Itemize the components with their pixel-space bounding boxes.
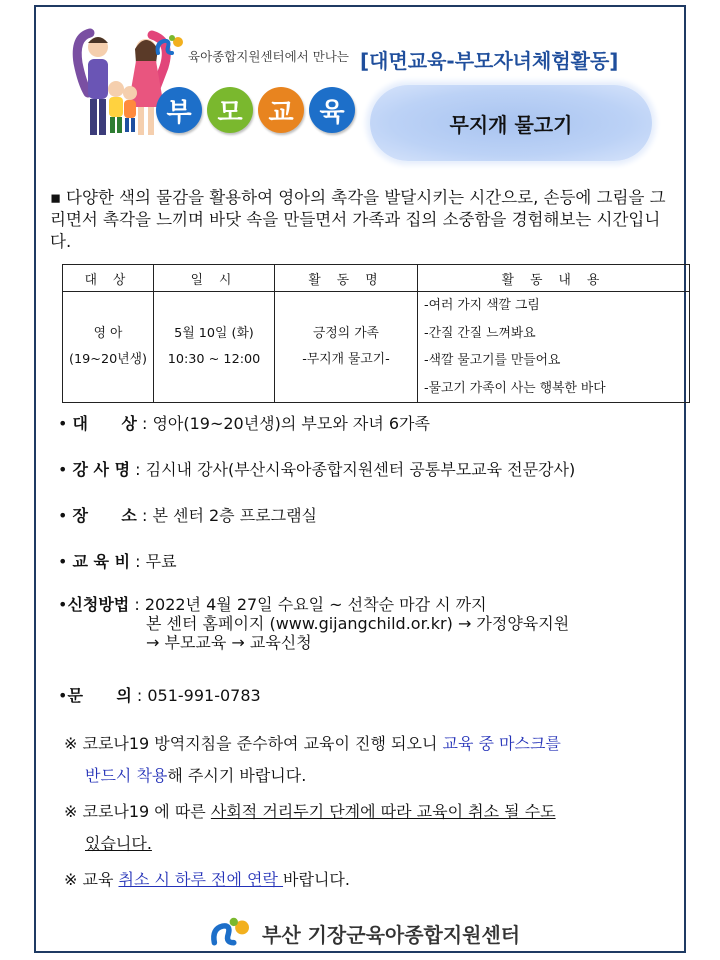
note-mask-highlight: 교육 중 마스크를 [442,734,561,753]
event-date: 5월 10일 (화) [174,326,254,341]
note-mask-text-2: 해 주시기 바랍니다. [167,766,307,785]
header-target: 대 상 [63,265,154,292]
bullet-icon: • [58,460,73,479]
target-years: (19~20년생) [69,352,147,367]
category-title: [대면교육-부모자녀체험활동] [360,49,619,73]
cell-target [63,292,154,403]
fee-label: 교 육 비 [72,552,131,571]
bullet-icon: • [58,595,68,614]
brand-circle-1: 부 [156,87,202,133]
brand-circle-4: 육 [309,87,355,133]
info-contact [58,683,261,706]
content-item: -물고기 가족이 사는 행복한 바다 [424,380,606,396]
cell-activity [275,292,418,403]
cell-datetime [154,292,275,403]
fee-value: : 무료 [135,552,177,571]
bullet-icon: • [58,552,73,571]
apply-period: : 2022년 4월 27일 수요일 ~ 선착순 마감 시 까지 [134,595,487,614]
note-cancel-policy [64,801,556,855]
brand-title-circles [156,87,355,133]
place-value: : 본 센터 2층 프로그램실 [141,506,317,525]
note-contact [64,869,350,891]
bullet-icon: • [58,414,73,433]
header-datetime: 일 시 [154,265,275,292]
brand-circle-2: 모 [207,87,253,133]
table-header-row [63,265,690,292]
instructor-value: : 김시내 강사(부산시육아종합지원센터 공통부모교육 전문강사) [135,460,576,479]
intro-paragraph [50,187,680,253]
note-contact-text: ※ 교육 [64,870,119,889]
info-fee [58,549,177,572]
contact-label: 문 의 [67,686,132,705]
info-apply [58,595,569,652]
content-item: -간질 간질 느껴봐요 [424,325,536,341]
content-item: -색깔 물고기를 만들어요 [424,353,561,368]
organization-name: 부산 기장군육아종합지원센터 [262,922,521,947]
event-time: 10:30 ~ 12:00 [167,352,261,367]
contact-value: : 051-991-0783 [136,686,261,705]
center-logo-icon [208,915,254,951]
bullet-icon: • [58,506,73,525]
note-cancel-underline-2: 있습니다. [85,834,152,853]
note-cancel-text: ※ 코로나19 에 따른 [64,802,211,821]
brand-tagline: 육아종합지원센터에서 만나는 [188,49,349,64]
note-mask [64,733,561,787]
note-mask-text: ※ 코로나19 방역지침을 준수하여 교육이 진행 되오니 [64,734,443,753]
activity-subtitle: -무지개 물고기- [302,352,390,367]
header-contents: 활 동 내 용 [418,265,690,292]
table-row [63,292,690,403]
schedule-table [62,264,690,403]
target-label: 대 상 [72,414,137,433]
bullet-icon: ▪ [50,188,62,207]
brand-circle-3: 교 [258,87,304,133]
header [36,7,684,159]
poster-frame [34,5,686,953]
info-place [58,503,317,526]
header-activity: 활 동 명 [275,265,418,292]
target-value: : 영아(19~20년생)의 부모와 자녀 6가족 [141,414,430,433]
bullet-icon: • [58,686,68,705]
place-label: 장 소 [72,506,137,525]
note-contact-text-2: 바랍니다. [283,870,350,889]
content-item: -여러 가지 색깔 그림 [424,298,540,313]
info-target [58,411,430,434]
note-cancel-underline: 사회적 거리두기 단계에 따라 교육이 취소 될 수도 [210,802,556,821]
apply-homepage: 본 센터 홈페이지 (www.gijangchild.or.kr) → 가정양육지원 [146,614,570,633]
activity-name: 긍정의 가족 [313,326,379,341]
note-contact-highlight: 취소 시 하루 전에 연락 [118,870,284,889]
note-mask-highlight-2: 반드시 착용 [85,766,168,785]
program-title: 무지개 물고기 [370,85,652,161]
apply-label: 신청방법 [67,595,130,614]
footer [208,915,520,951]
apply-path: → 부모교육 → 교육신청 [146,633,312,652]
intro-text: 다양한 색의 물감을 활용하여 영아의 촉각을 발달시키는 시간으로, 손등에 그림을 그리면서 촉각을 느끼며 바닷 속을 만들면서 가족과 집의 소중함을 경험해보는 시간입니다. [50,188,666,251]
center-logo-icon [154,33,186,59]
cell-contents [418,292,690,403]
target-group: 영 아 [93,326,123,341]
instructor-label: 강 사 명 [72,460,131,479]
info-instructor [58,457,575,480]
